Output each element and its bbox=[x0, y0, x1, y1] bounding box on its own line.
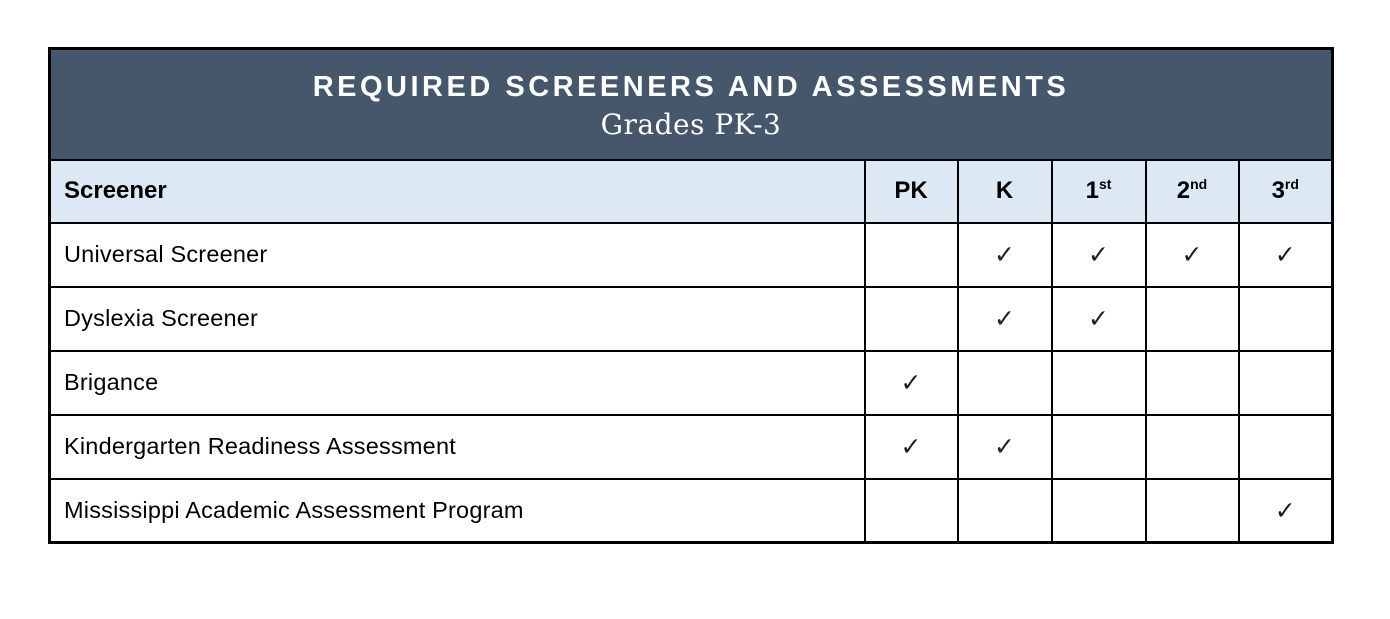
check-cell-k: ✓ bbox=[958, 223, 1052, 287]
check-cell-2nd bbox=[1146, 415, 1239, 479]
table-row-mississippi-academic-assessment-program bbox=[50, 479, 1333, 543]
check-cell-k bbox=[958, 479, 1052, 543]
check-cell-1st bbox=[1052, 351, 1146, 415]
grade-label: 2 bbox=[1176, 177, 1191, 204]
check-cell-3rd bbox=[1239, 351, 1333, 415]
grade-label: 3 bbox=[1271, 177, 1285, 204]
check-cell-1st: ✓ bbox=[1052, 287, 1146, 351]
column-header-k bbox=[958, 160, 1052, 223]
column-header-1st bbox=[1052, 160, 1146, 223]
check-cell-pk bbox=[865, 223, 958, 287]
check-cell-k: ✓ bbox=[958, 415, 1052, 479]
table-row-brigance bbox=[50, 351, 1333, 415]
table-title: REQUIRED SCREENERS AND ASSESSMENTS bbox=[312, 70, 1070, 103]
screener-name-cell: Brigance bbox=[50, 351, 865, 415]
grade-ordinal: nd bbox=[1190, 176, 1208, 192]
column-header-3rd bbox=[1239, 160, 1333, 223]
grade-ordinal: rd bbox=[1284, 176, 1299, 192]
screeners-table bbox=[48, 47, 1334, 544]
check-cell-pk: ✓ bbox=[865, 351, 958, 415]
column-header-2nd bbox=[1146, 160, 1239, 223]
check-cell-2nd bbox=[1146, 287, 1239, 351]
check-cell-3rd: ✓ bbox=[1239, 479, 1333, 543]
check-cell-2nd bbox=[1146, 351, 1239, 415]
table-row-kindergarten-readiness-assessment bbox=[50, 415, 1333, 479]
screener-name-cell: Dyslexia Screener bbox=[50, 287, 865, 351]
table-row-universal-screener bbox=[50, 223, 1333, 287]
column-header-pk bbox=[865, 160, 958, 223]
check-cell-3rd bbox=[1239, 287, 1333, 351]
check-cell-1st bbox=[1052, 415, 1146, 479]
grade-ordinal: st bbox=[1098, 176, 1112, 192]
screeners-table-wrapper bbox=[48, 47, 1334, 544]
grade-label: K bbox=[995, 177, 1014, 204]
table-subtitle: Grades PK-3 bbox=[600, 107, 782, 141]
screener-name-cell: Universal Screener bbox=[50, 223, 865, 287]
check-cell-k bbox=[958, 351, 1052, 415]
check-cell-2nd: ✓ bbox=[1146, 223, 1239, 287]
check-cell-1st: ✓ bbox=[1052, 223, 1146, 287]
check-cell-k: ✓ bbox=[958, 287, 1052, 351]
screener-name-cell: Kindergarten Readiness Assessment bbox=[50, 415, 865, 479]
check-cell-3rd: ✓ bbox=[1239, 223, 1333, 287]
column-header-row bbox=[50, 160, 1333, 223]
grade-label: PK bbox=[894, 177, 928, 204]
table-title-row bbox=[50, 49, 1333, 160]
check-cell-2nd bbox=[1146, 479, 1239, 543]
check-cell-3rd bbox=[1239, 415, 1333, 479]
check-cell-pk bbox=[865, 287, 958, 351]
table-title-band bbox=[50, 49, 1333, 160]
grade-label: 1 bbox=[1085, 177, 1099, 204]
table-row-dyslexia-screener bbox=[50, 287, 1333, 351]
check-cell-1st bbox=[1052, 479, 1146, 543]
check-cell-pk: ✓ bbox=[865, 415, 958, 479]
check-cell-pk bbox=[865, 479, 958, 543]
column-header-screener: Screener bbox=[50, 160, 865, 223]
screener-name-cell: Mississippi Academic Assessment Program bbox=[50, 479, 865, 543]
